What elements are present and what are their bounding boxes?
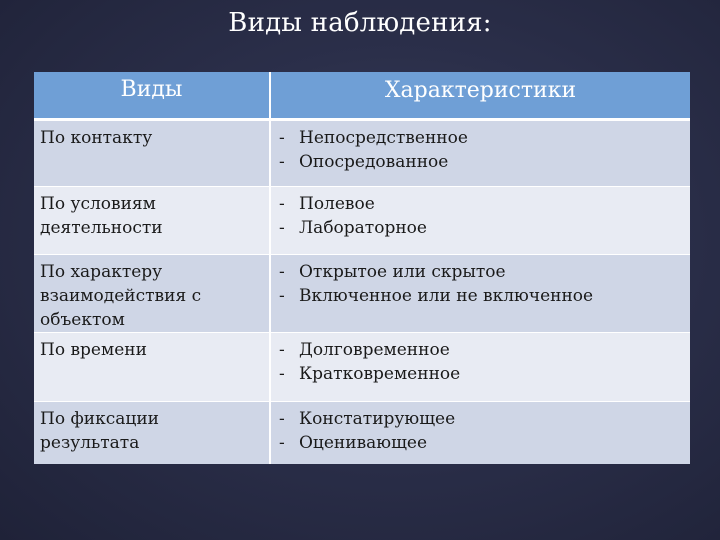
list-item: - Опосредованное <box>279 152 449 172</box>
list-item: - Долговременное <box>279 340 450 360</box>
table-row <box>34 333 690 402</box>
table-header-row <box>34 72 690 120</box>
row-type: По условиям деятельности <box>34 187 270 255</box>
list-item: - Лабораторное <box>279 218 427 238</box>
row-characteristics <box>270 120 690 187</box>
table-row <box>34 255 690 333</box>
header-types: Виды <box>34 72 270 120</box>
header-characteristics: Характеристики <box>270 72 690 120</box>
table-row <box>34 402 690 464</box>
list-item: - Включенное или не включенное <box>279 286 594 306</box>
row-characteristics <box>270 255 690 333</box>
row-type: По контакту <box>34 120 270 187</box>
row-characteristics <box>270 333 690 402</box>
observation-types-table <box>34 72 690 464</box>
list-item: - Полевое <box>279 194 375 214</box>
slide-title: Виды наблюдения: <box>228 8 492 38</box>
row-characteristics <box>270 402 690 464</box>
list-item: - Оценивающее <box>279 433 428 453</box>
row-type: По характеру взаимодействия с объектом <box>34 255 270 333</box>
table-row <box>34 120 690 187</box>
table-row <box>34 187 690 255</box>
list-item: - Непосредственное <box>279 128 468 148</box>
row-characteristics <box>270 187 690 255</box>
row-type: По фиксации результата <box>34 402 270 464</box>
list-item: - Открытое или скрытое <box>279 262 506 282</box>
row-type: По времени <box>34 333 270 402</box>
list-item: - Кратковременное <box>279 364 461 384</box>
list-item: - Констатирующее <box>279 409 456 429</box>
